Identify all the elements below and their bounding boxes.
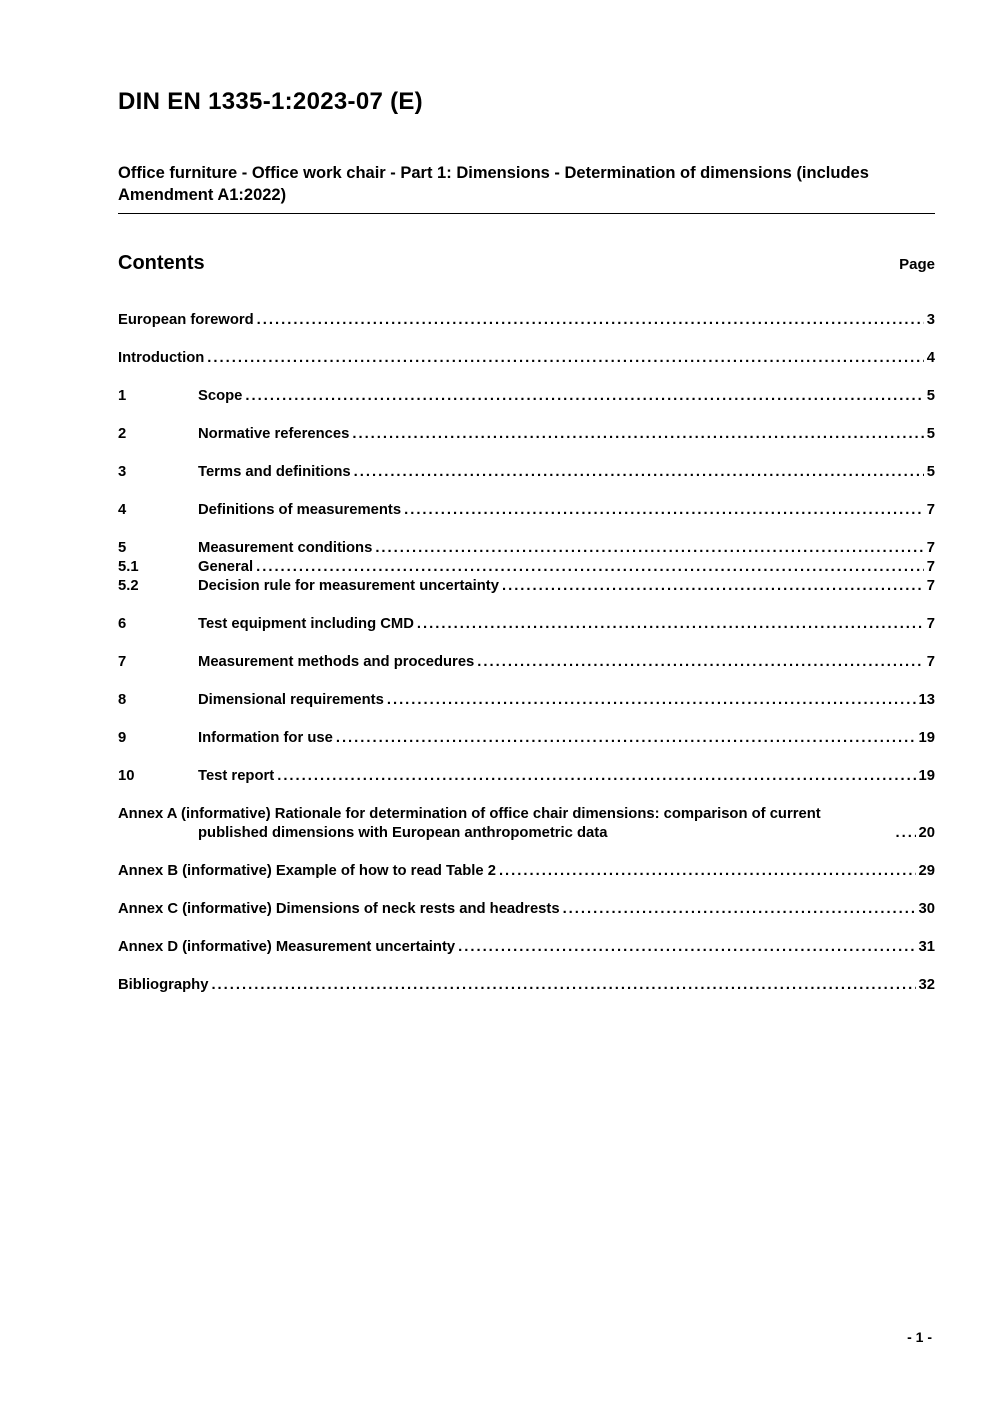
- title-underline-rule: [118, 213, 935, 214]
- toc-entry-page: 7: [926, 578, 935, 594]
- toc-entry-number: 3: [118, 464, 127, 480]
- toc-entry-title: Terms and definitions: [198, 464, 351, 480]
- toc-entry: [118, 311, 935, 330]
- toc-entry-number: 4: [118, 502, 127, 518]
- toc-entry-title: Information for use: [198, 730, 333, 746]
- toc-entry-number: 1: [118, 388, 127, 404]
- toc-entry-title: Measurement methods and procedures: [198, 654, 475, 670]
- toc-leader-dots: [563, 900, 916, 919]
- toc-entry-title: Measurement conditions: [198, 540, 373, 556]
- toc-entry-number: 5: [118, 540, 127, 556]
- page-column-label: Page: [899, 256, 935, 273]
- toc-leader-dots: [404, 501, 924, 520]
- toc-leader-dots: [245, 387, 923, 406]
- contents-heading: Contents: [118, 252, 205, 274]
- toc-leader-dots: [896, 824, 916, 843]
- toc-entry: [118, 767, 935, 786]
- footer-page-number: - 1 -: [907, 1329, 932, 1345]
- toc-entry-title: Annex A (informative) Rationale for determination of office chair dimensions: comparison of current published dimensions with European anthropometric data: [118, 806, 821, 841]
- toc-entry-title: Definitions of measurements: [198, 502, 402, 518]
- toc-entry-page: 5: [926, 426, 935, 442]
- toc-entry-title: Annex B (informative) Example of how to read Table 2: [118, 863, 496, 879]
- toc-entry-number: 5.2: [118, 578, 139, 594]
- toc-entry: [118, 805, 935, 843]
- toc-entry-number: 10: [118, 768, 135, 784]
- toc-entry-number: 9: [118, 730, 127, 746]
- toc-entry: [118, 501, 935, 520]
- toc-entry-title: Test equipment including CMD: [198, 616, 414, 632]
- table-of-contents: [118, 311, 935, 995]
- toc-entry-title: Introduction: [118, 350, 205, 366]
- toc-leader-dots: [352, 425, 923, 444]
- toc-entry: [118, 558, 935, 577]
- toc-entry: [118, 349, 935, 368]
- toc-entry: [118, 463, 935, 482]
- toc-entry-page: 5: [926, 388, 935, 404]
- toc-entry-title: Bibliography: [118, 977, 209, 993]
- toc-entry: [118, 729, 935, 748]
- toc-entry-number: 8: [118, 692, 127, 708]
- toc-leader-dots: [477, 653, 923, 672]
- toc-entry: [118, 900, 935, 919]
- toc-leader-dots: [499, 862, 916, 881]
- toc-entry-page: 7: [926, 559, 935, 575]
- toc-entry-title: Annex D (informative) Measurement uncertainty: [118, 939, 456, 955]
- toc-entry-page: 30: [918, 901, 935, 917]
- toc-leader-dots: [256, 558, 924, 577]
- toc-leader-dots: [354, 463, 924, 482]
- toc-entry-title: Scope: [198, 388, 243, 404]
- toc-entry-number: 7: [118, 654, 127, 670]
- toc-leader-dots: [502, 577, 924, 596]
- toc-entry: [118, 425, 935, 444]
- toc-leader-dots: [207, 349, 923, 368]
- toc-entry: [118, 938, 935, 957]
- toc-entry-page: 5: [926, 464, 935, 480]
- toc-entry: [118, 691, 935, 710]
- toc-entry-title: General: [198, 559, 254, 575]
- toc-entry-page: 7: [926, 540, 935, 556]
- toc-entry: [118, 615, 935, 634]
- toc-entry-title: Annex C (informative) Dimensions of neck rests and headrests: [118, 901, 560, 917]
- toc-leader-dots: [458, 938, 915, 957]
- toc-leader-dots: [336, 729, 916, 748]
- toc-entry-title: Dimensional requirements: [198, 692, 384, 708]
- toc-leader-dots: [277, 767, 915, 786]
- document-title: Office furniture - Office work chair - Part 1: Dimensions - Determination of dimensions (includes Amendment A1:2022): [118, 164, 869, 204]
- toc-entry: [118, 577, 935, 596]
- toc-entry-page: 29: [918, 863, 935, 879]
- toc-entry-page: 32: [918, 977, 935, 993]
- toc-entry-page: 19: [918, 768, 935, 784]
- toc-entry: [118, 387, 935, 406]
- toc-leader-dots: [211, 976, 915, 995]
- toc-entry-title: Normative references: [198, 426, 350, 442]
- toc-entry-title: European foreword: [118, 312, 254, 328]
- toc-entry: [118, 862, 935, 881]
- toc-entry-number: 5.1: [118, 559, 139, 575]
- document-number: DIN EN 1335-1:2023-07 (E): [118, 88, 423, 115]
- toc-entry-page: 13: [918, 692, 935, 708]
- toc-entry-title: Decision rule for measurement uncertainty: [198, 578, 499, 594]
- toc-entry-title: Test report: [198, 768, 275, 784]
- toc-entry: [118, 976, 935, 995]
- toc-entry-page: 19: [918, 730, 935, 746]
- toc-entry: [118, 539, 935, 558]
- toc-leader-dots: [417, 615, 924, 634]
- toc-entry-page: 20: [918, 825, 935, 841]
- toc-entry: [118, 653, 935, 672]
- toc-entry-page: 7: [926, 616, 935, 632]
- toc-entry-page: 3: [926, 312, 935, 328]
- toc-entry-page: 31: [918, 939, 935, 955]
- toc-entry-page: 7: [926, 502, 935, 518]
- toc-entry-page: 4: [926, 350, 935, 366]
- toc-entry-page: 7: [926, 654, 935, 670]
- toc-entry-number: 6: [118, 616, 127, 632]
- toc-leader-dots: [387, 691, 916, 710]
- contents-header: [118, 252, 935, 275]
- toc-leader-dots: [257, 311, 924, 330]
- toc-leader-dots: [375, 539, 923, 558]
- toc-entry-number: 2: [118, 426, 127, 442]
